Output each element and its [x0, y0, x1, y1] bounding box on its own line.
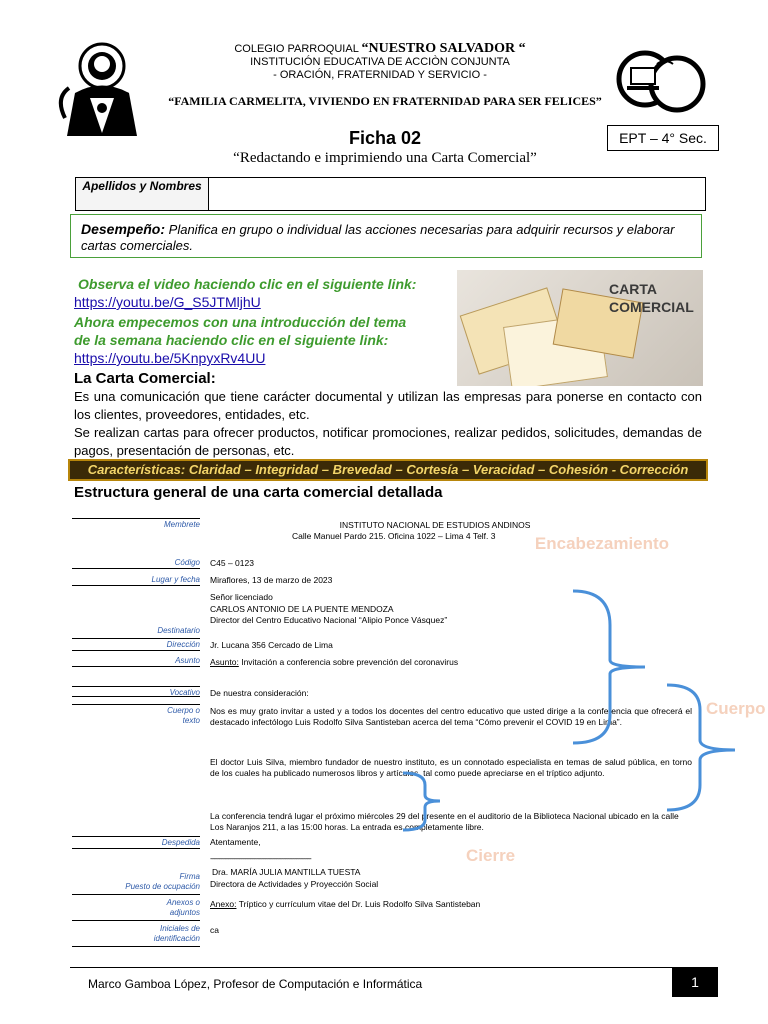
letter-place-date: Miraflores, 13 de marzo de 2023: [210, 575, 333, 585]
student-name-label: Apellidos y Nombres: [76, 178, 209, 210]
footer-divider: [70, 967, 718, 968]
label-cuerpo: Cuerpo o texto: [167, 706, 200, 725]
school-logo: [55, 38, 150, 138]
performance-label: Desempeño:: [81, 221, 166, 237]
video-link-1[interactable]: https://youtu.be/G_S5JTMljhU: [74, 294, 261, 310]
letter-annex-row: [210, 899, 480, 910]
label-rule: [72, 686, 200, 687]
structure-title: Estructura general de una carta comercial detallada: [74, 484, 443, 501]
label-lugar-fecha: Lugar y fecha: [151, 575, 200, 584]
label-rule: [72, 704, 200, 705]
annotation-brackets: [395, 585, 740, 840]
label-rule: [72, 836, 200, 837]
annotation-encabezamiento: Encabezamiento: [534, 534, 670, 553]
grade-badge: EPT – 4° Sec.: [607, 125, 719, 151]
image-caption-line1: CARTA: [609, 281, 657, 297]
worksheet-title: Ficha 02: [348, 128, 422, 148]
letter-org-name: INSTITUTO NACIONAL DE ESTUDIOS ANDINOS: [339, 520, 531, 530]
body-bracket: [667, 685, 735, 810]
label-rule: [72, 585, 200, 586]
performance-text: Planifica en grupo o individual las acciones necesarias para adquirir recursos y elaborar cartas comerciales.: [81, 222, 675, 253]
school-name: “NUESTRO SALVADOR “: [361, 41, 526, 56]
section-heading: La Carta Comercial:: [74, 370, 216, 387]
label-firma: Firma: [179, 872, 200, 881]
letter-body-2: El doctor Luis Silva, miembro fundador de nuestro instituto, es un connotado especialista en temas de salud pública, en torno de los cuales ha publicado numerosos libros y artículos, tal como puede apreciarse en el tríptico adjunto.: [210, 757, 692, 778]
letter-org-address: Calle Manuel Pardo 215. Oficina 1022 – Lima 4 Telf. 3: [292, 531, 496, 541]
video-link-2[interactable]: https://youtu.be/5KnpyxRv4UU: [74, 350, 266, 366]
label-rule: [72, 568, 200, 569]
letter-closing: Atentamente,: [210, 837, 261, 847]
label-puesto: Puesto de ocupación: [125, 882, 200, 891]
label-rule: [72, 666, 200, 667]
letter-body-1: Nos es muy grato invitar a usted y a todos los docentes del centro educativo que usted dirige a la conferencia que ofrecerá el destacado infectólogo Luis Rodolfo Silva Santisteban acerca del tema “Cómo prevenir el COVID 19 en Lima”.: [210, 706, 692, 727]
page-number: 1: [672, 967, 718, 997]
letter-vocative: De nuestra consideración:: [210, 688, 309, 698]
letter-recipient-address: Jr. Lucana 356 Cercado de Lima: [210, 640, 333, 650]
label-rule: [72, 518, 200, 519]
school-values: - ORACIÓN, FRATERNIDAD Y SERVICIO -: [273, 69, 487, 81]
label-rule: [72, 638, 200, 639]
closing-bracket: [403, 773, 440, 830]
school-header: [150, 42, 610, 82]
letter-initials: ca: [210, 925, 219, 935]
letter-subject-label: Asunto:: [210, 657, 239, 667]
letter-body-3: La conferencia tendrá lugar el próximo miércoles 29 del presente en el auditorio de la Biblioteca Nacional ubicado en la calle Los Naranjos 211, a las 15:00 horas. La entrada es completamente libre.: [210, 811, 679, 832]
characteristics-bar: Características: Claridad – Integridad – Brevedad – Cortesía – Veracidad – Cohesión - Corrección: [68, 459, 708, 481]
label-rule: [72, 650, 200, 651]
label-despedida: Despedida: [161, 838, 200, 847]
school-motto: “FAMILIA CARMELITA, VIVIENDO EN FRATERNIDAD PARA SER FELICES”: [168, 94, 602, 108]
student-name-row: [75, 177, 706, 211]
letter-subject-text: Invitación a conferencia sobre prevención del coronavirus: [241, 657, 459, 667]
observe-video-text: Observa el video haciendo clic en el siguiente link:: [78, 276, 417, 292]
image-caption-line2: COMERCIAL: [609, 299, 694, 315]
school-prefix: COLEGIO PARROQUIAL: [234, 43, 359, 55]
institution-name: INSTITUCIÓN EDUCATIVA DE ACCIÒN CONJUNTA: [250, 56, 510, 68]
carta-comercial-image: [457, 270, 703, 386]
label-rule: [72, 920, 200, 921]
label-asunto: Asunto: [175, 656, 200, 665]
image-caption: [609, 280, 694, 316]
label-direccion: Dirección: [166, 640, 200, 649]
header-bracket: [573, 591, 645, 743]
label-anexos: Anexos o adjuntos: [166, 898, 200, 917]
annotation-cuerpo: Cuerpo: [706, 699, 766, 718]
label-rule: [72, 848, 200, 849]
worksheet-subtitle: “Redactando e imprimiendo una Carta Comercial”: [233, 150, 537, 166]
annotation-cierre: Cierre: [466, 846, 516, 865]
letter-recipient-role: Director del Centro Educativo Nacional “Alipio Ponce Vásquez”: [210, 615, 448, 625]
label-rule: [72, 894, 200, 895]
letter-label-column: [72, 510, 200, 950]
uses-paragraph: Se realizan cartas para ofrecer productos, notificar promociones, realizar pedidos, solicitudes, demandas de pagos, presentación de personas, etc.: [74, 425, 702, 458]
letter-signer: Dra. MARÍA JULIA MANTILLA TUESTA: [212, 867, 361, 877]
letter-signer-role: Directora de Actividades y Proyección Social: [210, 879, 379, 889]
performance-box: [70, 214, 702, 258]
letter-salutation-title: Señor licenciado: [210, 592, 273, 602]
signature-line: -------------------------------------------------------: [210, 853, 311, 863]
letter-annex-label: Anexo:: [210, 899, 237, 909]
computer-lab-logo: [615, 46, 710, 118]
label-iniciales: Iniciales de identificación: [153, 924, 200, 943]
intro-video-text: Ahora empecemos con una introducción del tema de la semana haciendo clic en el siguiente link:: [74, 314, 407, 348]
label-codigo: Código: [174, 558, 200, 567]
label-vocativo: Vocativo: [169, 688, 200, 697]
label-destinatario: Destinatario: [157, 626, 200, 635]
letter-recipient-name: CARLOS ANTONIO DE LA PUENTE MENDOZA: [210, 604, 394, 614]
letter-annex-text: Tríptico y currículum vitae del Dr. Luis Rodolfo Silva Santisteban: [238, 899, 481, 909]
footer-author: Marco Gamboa López, Profesor de Computación e Informática: [88, 977, 423, 991]
student-name-field[interactable]: [209, 178, 705, 210]
letter-code: C45 – 0123: [210, 558, 254, 568]
label-rule: [72, 946, 200, 947]
label-membrete: Membrete: [163, 520, 200, 529]
definition-paragraph: Es una comunicación que tiene carácter documental y utilizan las empresas para ponerse en contacto con los clientes, proveedores, entidades, etc.: [74, 389, 702, 422]
